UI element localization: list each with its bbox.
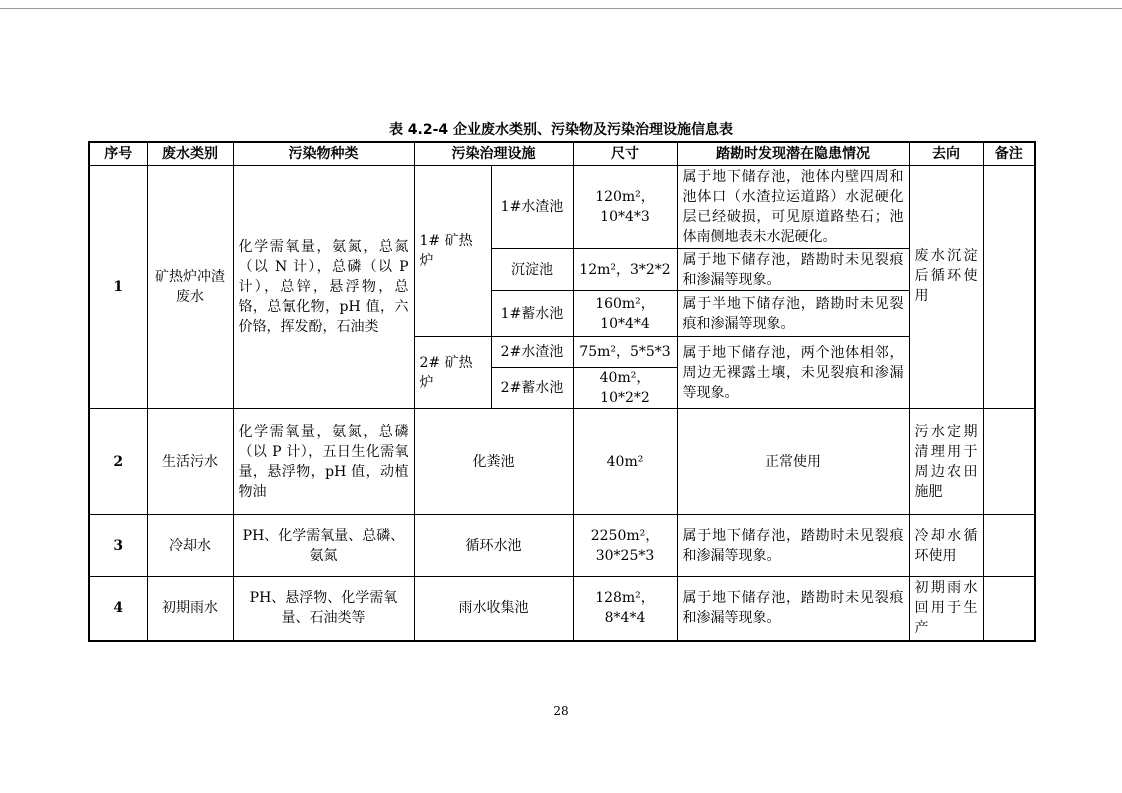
row-number: 3 — [89, 515, 147, 577]
hazard-description: 属于半地下储存池，踏勘时未见裂痕和渗漏等现象。 — [677, 291, 909, 337]
wastewater-category: 矿热炉冲渣废水 — [147, 166, 233, 409]
facility-name: 沉淀池 — [491, 249, 573, 291]
remarks — [983, 577, 1035, 641]
page-number: 28 — [553, 704, 569, 718]
facility-size: 160m²，10*4*4 — [573, 291, 677, 337]
hazard-description: 属于地下储存池，踏勘时未见裂痕和渗漏等现象。 — [677, 577, 909, 641]
wastewater-info-table — [88, 141, 1036, 642]
wastewater-category: 初期雨水 — [147, 577, 233, 641]
facility-size: 75m²，5*5*3 — [573, 337, 677, 368]
header-size: 尺寸 — [573, 142, 677, 166]
table-row — [89, 409, 1035, 515]
hazard-description: 属于地下储存池，踏勘时未见裂痕和渗漏等现象。 — [677, 249, 909, 291]
row-number: 4 — [89, 577, 147, 641]
header-no: 序号 — [89, 142, 147, 166]
discharge-destination: 废水沉淀后循环使用 — [909, 166, 983, 409]
pollutant-types: PH、悬浮物、化学需氧量、石油类等 — [233, 577, 414, 641]
pollutant-types: PH、化学需氧量、总磷、氨氮 — [233, 515, 414, 577]
discharge-destination: 污水定期清理用于周边农田施肥 — [909, 409, 983, 515]
remarks — [983, 166, 1035, 409]
facility-name: 2#蓄水池 — [491, 368, 573, 409]
facility-size: 120m²，10*4*3 — [573, 166, 677, 249]
row-number: 2 — [89, 409, 147, 515]
pollutant-types: 化学需氧量，氨氮，总氮（以 N 计），总磷（以 P 计），总锌，悬浮物，总铬，总氰化物，pH 值，六价铬，挥发酚，石油类 — [233, 166, 414, 409]
table-caption: 表 4.2-4 企业废水类别、污染物及污染治理设施信息表 — [388, 122, 734, 138]
hazard-description: 属于地下储存池，两个池体相邻，周边无裸露土壤，未见裂痕和渗漏等现象。 — [677, 337, 909, 409]
header-hazard: 踏勘时发现潜在隐患情况 — [677, 142, 909, 166]
hazard-description: 属于地下储存池，池体内壁四周和池体口（水渣拉运道路）水泥硬化层已经破损，可见原道路垫石；池体南侧地表未水泥硬化。 — [677, 166, 909, 249]
facility-size: 2250m²，30*25*3 — [573, 515, 677, 577]
furnace-group: 1# 矿热炉 — [414, 166, 491, 337]
top-rule — [0, 8, 1122, 9]
hazard-description: 属于地下储存池，踏勘时未见裂痕和渗漏等现象。 — [677, 515, 909, 577]
facility-name: 1#蓄水池 — [491, 291, 573, 337]
header-pollutants: 污染物种类 — [233, 142, 414, 166]
pollutant-types: 化学需氧量，氨氮，总磷（以 P 计），五日生化需氧量，悬浮物，pH 值，动植物油 — [233, 409, 414, 515]
table-row — [89, 166, 1035, 249]
row-number: 1 — [89, 166, 147, 409]
facility-size: 128m²，8*4*4 — [573, 577, 677, 641]
facility-size: 12m²，3*2*2 — [573, 249, 677, 291]
discharge-destination: 冷却水循环使用 — [909, 515, 983, 577]
facility-size: 40m² — [573, 409, 677, 515]
wastewater-category: 冷却水 — [147, 515, 233, 577]
discharge-destination: 初期雨水回用于生产 — [909, 577, 983, 641]
table-row — [89, 577, 1035, 641]
furnace-group: 2# 矿热炉 — [414, 337, 491, 409]
facility-name: 2#水渣池 — [491, 337, 573, 368]
facility-name: 雨水收集池 — [414, 577, 573, 641]
facility-size: 40m²，10*2*2 — [573, 368, 677, 409]
facility-name: 化粪池 — [414, 409, 573, 515]
table-row — [89, 515, 1035, 577]
remarks — [983, 409, 1035, 515]
header-destination: 去向 — [909, 142, 983, 166]
header-facility: 污染治理设施 — [414, 142, 573, 166]
facility-name: 1#水渣池 — [491, 166, 573, 249]
header-note: 备注 — [983, 142, 1035, 166]
remarks — [983, 515, 1035, 577]
header-category: 废水类别 — [147, 142, 233, 166]
hazard-description: 正常使用 — [677, 409, 909, 515]
wastewater-category: 生活污水 — [147, 409, 233, 515]
facility-name: 循环水池 — [414, 515, 573, 577]
header-row — [89, 142, 1035, 166]
